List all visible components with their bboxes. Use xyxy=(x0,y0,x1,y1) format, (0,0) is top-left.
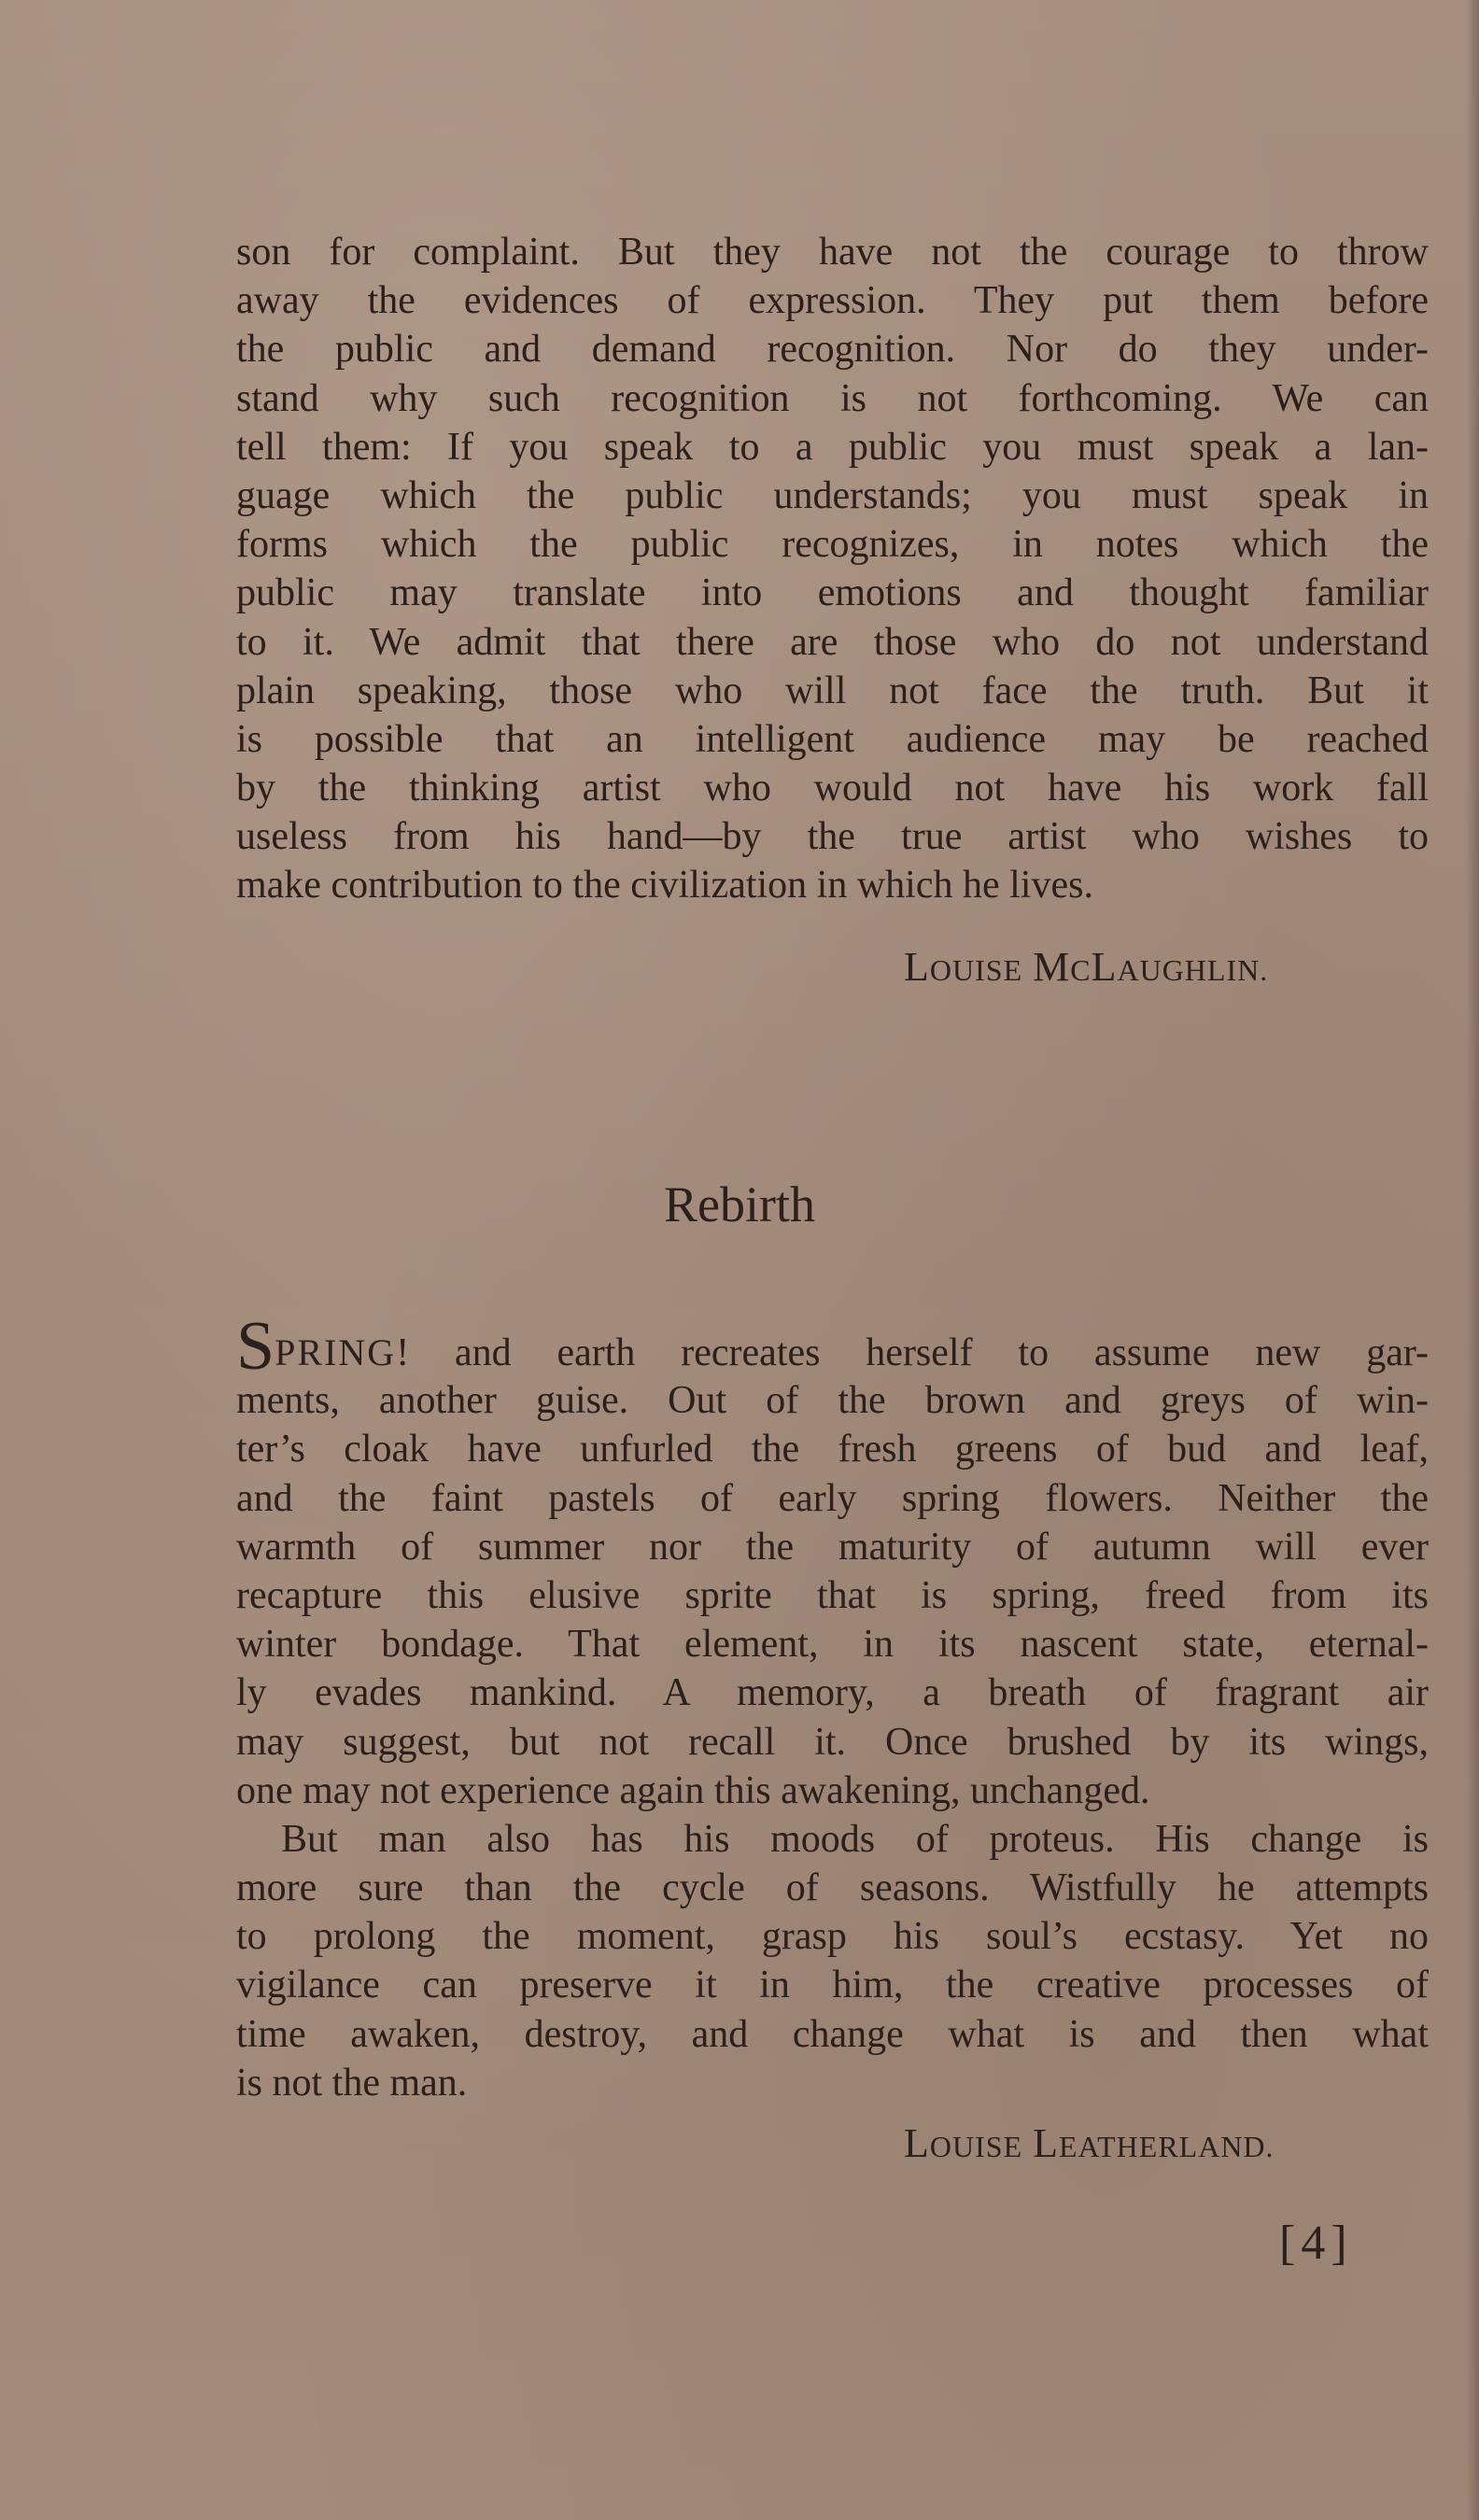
signature-last-initial: L xyxy=(1091,944,1118,990)
essay-2-line: warmth of summer nor the maturity of autumn will ever xyxy=(236,1525,1429,1569)
essay-1-line: stand why such recognition is not forthcoming. We can xyxy=(236,376,1429,420)
signature-last-prefix-c: C xyxy=(1070,953,1092,987)
signature-first-name: OUISE xyxy=(929,2130,1023,2163)
essay-2-line: ter’s cloak have unfurled the fresh greens of bud and leaf, xyxy=(236,1428,1429,1471)
essay-1-line: tell them: If you speak to a public you must speak a lan- xyxy=(236,425,1429,469)
essay-2-line: winter bondage. That element, in its nascent state, eternal- xyxy=(236,1623,1429,1667)
essay-2-paragraph-2-line: to prolong the moment, grasp his soul’s ecstasy. Yet no xyxy=(236,1915,1429,1959)
signature-first-name: OUISE xyxy=(929,953,1023,987)
drop-cap: S xyxy=(236,1308,275,1385)
essay-1-line: useless from his hand—by the true artist who wishes to xyxy=(236,815,1429,859)
essay-2-paragraph-2-line: vigilance can preserve it in him, the creative processes of xyxy=(236,1964,1429,2007)
essay-2-title: Rebirth xyxy=(664,1176,815,1232)
essay-1-line: to it. We admit that there are those who do not understand xyxy=(236,620,1429,664)
essay-1-signature xyxy=(904,943,1268,991)
page-edge-shadow xyxy=(1466,0,1479,2520)
essay-1-line: guage which the public understands; you must speak in xyxy=(236,473,1429,517)
essay-2-line: recapture this elusive sprite that is spring, freed from its xyxy=(236,1573,1429,1617)
essay-2-body xyxy=(236,1308,1429,2107)
essay-2-line: one may not experience again this awakening, unchanged. xyxy=(236,1768,1150,1812)
opening-small-caps: PRING xyxy=(275,1331,397,1373)
signature-last-initial: L xyxy=(1033,2120,1059,2166)
signature-initial: L xyxy=(904,944,930,990)
essay-2-line: ments, another guise. Out of the brown and greys of win- xyxy=(236,1379,1429,1423)
signature-initial: L xyxy=(904,2120,930,2166)
essay-1-line: is possible that an intelligent audience may be reached xyxy=(236,717,1429,761)
essay-2-paragraph-2-line: But man also has his moods of proteus. His change is xyxy=(281,1817,1429,1861)
essay-1-line: public may translate into emotions and thought familiar xyxy=(236,571,1429,615)
essay-1-line: away the evidences of expression. They put them before xyxy=(236,279,1429,323)
essay-2-line: and the faint pastels of early spring flowers. Neither the xyxy=(236,1476,1429,1520)
essay-1-line: plain speaking, those who will not face the truth. But it xyxy=(236,669,1429,712)
essay-2-paragraph-2-line: more sure than the cycle of seasons. Wistfully he attempts xyxy=(236,1866,1429,1910)
first-line-text: ! and earth recreates herself to assume new gar- xyxy=(396,1331,1429,1374)
essay-2-paragraph-2-line: is not the man. xyxy=(236,2061,468,2105)
essay-1-line: forms which the public recognizes, in notes which the xyxy=(236,523,1429,567)
essay-2-paragraph-2-line: time awaken, destroy, and change what is and then what xyxy=(236,2012,1429,2056)
essay-1-line: son for complaint. But they have not the courage to throw xyxy=(236,231,1429,274)
signature-last-name: EATHERLAND. xyxy=(1059,2130,1275,2163)
essay-1-line: make contribution to the civilization in which he lives. xyxy=(236,864,1093,908)
signature-last-prefix: M xyxy=(1033,944,1071,990)
essay-2-first-line xyxy=(236,1308,1429,1385)
essay-2-line: may suggest, but not recall it. Once brushed by its wings, xyxy=(236,1720,1429,1764)
essay-1-line: by the thinking artist who would not have his work fall xyxy=(236,767,1429,810)
signature-last-name: AUGHLIN. xyxy=(1117,953,1269,987)
essay-2-signature xyxy=(904,2119,1275,2167)
essay-2-line: ly evades mankind. A memory, a breath of fragrant air xyxy=(236,1671,1429,1715)
page-number: [4] xyxy=(1279,2217,1353,2270)
essay-1-body xyxy=(236,228,1429,910)
essay-1-line: the public and demand recognition. Nor do they under- xyxy=(236,328,1429,372)
